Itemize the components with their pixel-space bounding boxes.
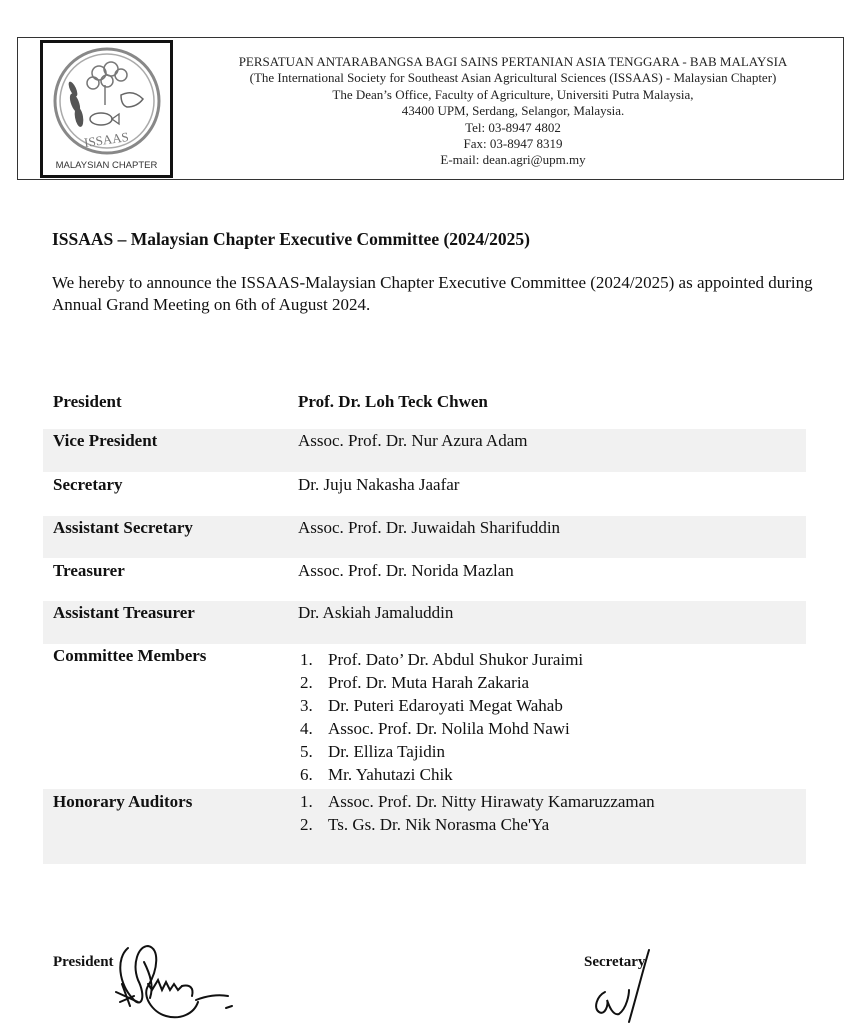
telephone: Tel: 03-8947 4802 (465, 119, 561, 135)
table-row (43, 516, 806, 558)
person-name: Dr. Askiah Jamaluddin (298, 603, 454, 622)
table-row (43, 601, 806, 644)
person-name: Prof. Dr. Loh Teck Chwen (298, 392, 488, 411)
list-item: 6. Mr. Yahutazi Chik (300, 765, 453, 784)
role-label: President (53, 392, 122, 411)
secretary-signature-label: Secretary (584, 954, 646, 970)
role-label: Honorary Auditors (53, 792, 193, 811)
org-name-malay: PERSATUAN ANTARABANGSA BAGI SAINS PERTANIAN ASIA TENGGARA - BAB MALAYSIA (238, 54, 788, 69)
address-line-1: The Dean’s Office, Faculty of Agriculture, Universiti Putra Malaysia, (332, 86, 694, 102)
fax: Fax: 03-8947 8319 (463, 136, 563, 152)
list-item: 2. Prof. Dr. Muta Harah Zakaria (300, 673, 530, 692)
address-line-2: 43400 UPM, Serdang, Selangor, Malaysia. (401, 103, 625, 119)
committee-members-list (300, 648, 583, 786)
honorary-auditors-list (300, 790, 655, 836)
role-label: Committee Members (53, 646, 207, 665)
role-label: Assistant Treasurer (53, 603, 195, 622)
issaas-emblem-icon (51, 45, 163, 157)
table-row (43, 383, 806, 429)
org-name-english: (The International Society for Southeast Asian Agricultural Sciences (ISSAAS) - Malaysian Chapter) (249, 70, 777, 86)
table-row (43, 472, 806, 516)
list-item: 3. Dr. Puteri Edaroyati Megat Wahab (300, 696, 563, 715)
role-label: Vice President (53, 431, 158, 450)
committee-table (43, 383, 806, 864)
intro-paragraph: We hereby to announce the ISSAAS-Malaysian Chapter Executive Committee (2024/2025) as appointed during Annual Grand Meeting on 6th of August 2024. (52, 273, 813, 314)
table-row (43, 558, 806, 601)
secretary-signature-icon (585, 946, 665, 1024)
person-name: Assoc. Prof. Dr. Norida Mazlan (298, 561, 514, 580)
list-item: 2. Ts. Gs. Dr. Nik Norasma Che'Ya (300, 815, 550, 834)
list-item: 1. Assoc. Prof. Dr. Nitty Hirawaty Kamaruzzaman (300, 792, 655, 811)
emblem-text: ISSAAS (83, 128, 130, 151)
president-signature-icon (108, 940, 248, 1024)
logo-caption: MALAYSIAN CHAPTER (55, 160, 158, 171)
email: E-mail: dean.agri@upm.my (440, 152, 586, 168)
committee-members-row (43, 644, 806, 789)
list-item: 1. Prof. Dato’ Dr. Abdul Shukor Juraimi (300, 650, 584, 669)
issaas-logo (40, 40, 173, 178)
list-item: 5. Dr. Elliza Tajidin (300, 742, 445, 761)
letterhead (17, 37, 844, 180)
president-signature-label: President (53, 954, 114, 970)
person-name: Assoc. Prof. Dr. Nur Azura Adam (298, 431, 528, 450)
person-name: Assoc. Prof. Dr. Juwaidah Sharifuddin (298, 518, 561, 537)
letterhead-text (183, 54, 843, 169)
role-label: Secretary (53, 475, 123, 494)
list-item: 4. Assoc. Prof. Dr. Nolila Mohd Nawi (300, 719, 570, 738)
person-name: Dr. Juju Nakasha Jaafar (298, 475, 460, 494)
role-label: Assistant Secretary (53, 518, 193, 537)
honorary-auditors-row (43, 789, 806, 864)
document-title: ISSAAS – Malaysian Chapter Executive Committee (2024/2025) (52, 229, 530, 249)
role-label: Treasurer (53, 561, 125, 580)
table-row (43, 429, 806, 472)
